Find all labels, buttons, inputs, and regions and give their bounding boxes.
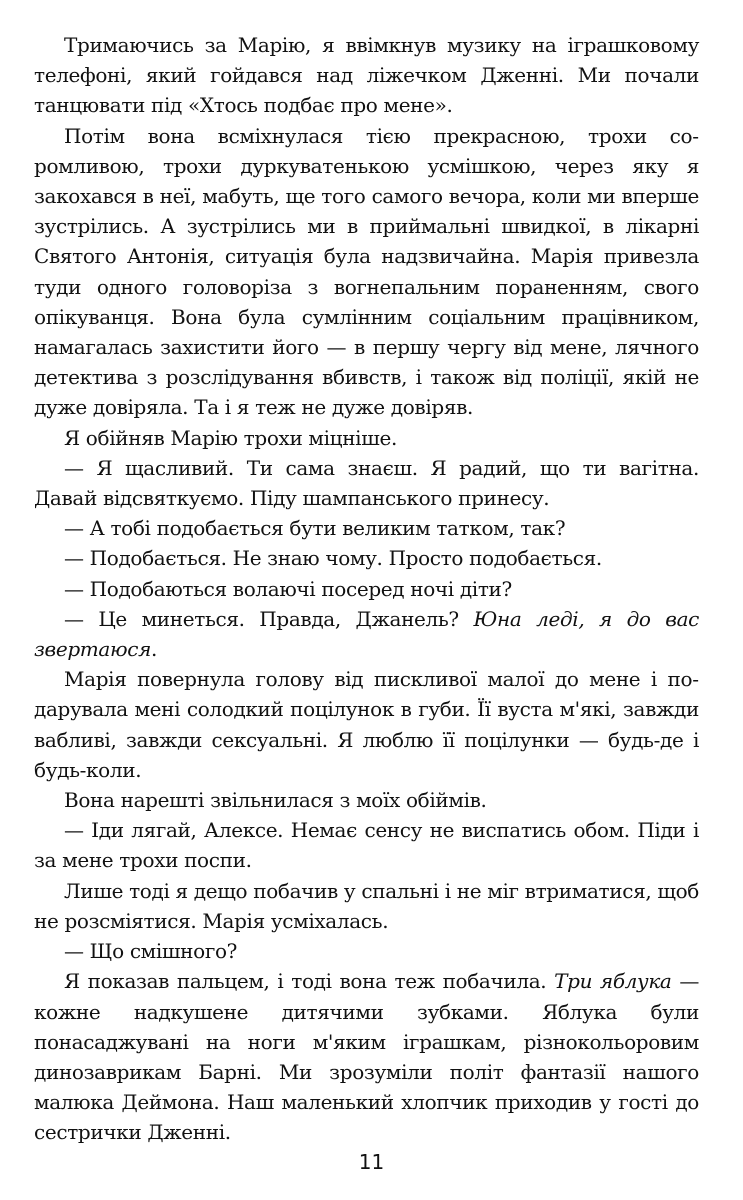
- paragraph-text: — Я щасливий. Ти сама знаєш. Я радий, що ти вагітна. Давай відсвяткуємо. Піду шампанського принесу.: [34, 455, 699, 511]
- paragraph-tail: — кожне надкушене дитячими зубками. Яблука були понасаджувані на ноги м'яким іграшкам, різнокольоровим динозаврикам Барні. Ми зрозуміли політ фантазії нашого малюка Деймона. Наш маленький хлопчик приходив у гості до сестрички Дженні.: [34, 969, 699, 1145]
- paragraph-6: [34, 876, 699, 936]
- paragraph-tail: .: [150, 637, 157, 662]
- paragraph-text: Марія повернула голову від пискливої малої до мене і подарувала мені солодкий поцілунок в губи. Її вуста м'які, завжди вабливі, завжди сексуальні. Я люблю її поцілунки — будь-де і будь-коли.: [34, 667, 699, 782]
- dialogue-line-7: [34, 936, 699, 966]
- paragraph-text: Потім вона всміхнулася тією прекрасною, трохи соромливою, трохи дуркуватенькою усмішкою, через яку я закохався в неї, мабуть, ще того самого вечора, коли ми вперше зустрілись. А зустрілись ми в приймальні швидкої, в лікарні Святого Антонія, ситуація була надзвичайна. Марія привезла туди одного головоріза з вогнепальним пораненням, свого опікуванця. Вона була сумлінним соціальним працівником, намагалась захистити його — в першу чергу від мене, лячного детектива з розслідування вбивств, і також від поліції, якій не дуже довіряла. Та і я теж не дуже довіряв.: [34, 123, 699, 420]
- dialogue-line-4: [34, 574, 699, 604]
- italic-phrase: Юна леді, я до вас звертаюся: [34, 606, 699, 662]
- paragraph-text: — Подобається. Не знаю чому. Просто подобається.: [64, 546, 602, 571]
- paragraph-text: Вона нарешті звільнилася з моїх обіймів.: [64, 788, 487, 813]
- dialogue-line-2: [34, 513, 699, 543]
- paragraph-text: — Це минеться. Правда, Джанель?: [64, 606, 474, 631]
- paragraph-text: Я показав пальцем, і тоді вона теж побачила.: [64, 969, 555, 994]
- page-number: 11: [358, 1150, 385, 1174]
- paragraph-2: [34, 121, 699, 423]
- paragraph-7: [34, 966, 699, 1147]
- paragraph-text: — Подобаються волаючі посеред ночі діти?: [64, 576, 512, 601]
- paragraph-text: — Що смішного?: [64, 939, 238, 964]
- paragraph-text: Я обійняв Марію трохи міцніше.: [64, 425, 397, 450]
- paragraph-text: Тримаючись за Марію, я ввімкнув музику на іграшковому телефоні, який гойдався над ліжечком Дженні. Ми почали танцювати під «Хтось подбає про мене».: [34, 33, 699, 118]
- dialogue-line-1: [34, 453, 699, 513]
- paragraph-5: [34, 785, 699, 815]
- dialogue-line-3: [34, 543, 699, 573]
- dialogue-line-6: [34, 815, 699, 875]
- paragraph-text: — А тобі подобається бути великим татком, так?: [64, 516, 566, 541]
- paragraph-1: [34, 30, 699, 121]
- paragraph-4: [34, 664, 699, 785]
- italic-phrase: Три яблука: [554, 969, 672, 994]
- paragraph-text: Лише тоді я дещо побачив у спальні і не міг втриматися, щоб не розсміятися. Марія усміхалась.: [34, 878, 699, 933]
- page-body: [34, 30, 699, 1145]
- dialogue-line-5: [34, 604, 699, 664]
- paragraph-3: [34, 423, 699, 453]
- paragraph-text: — Іди лягай, Алексе. Немає сенсу не виспатись обом. Піди і за мене трохи поспи.: [34, 818, 699, 873]
